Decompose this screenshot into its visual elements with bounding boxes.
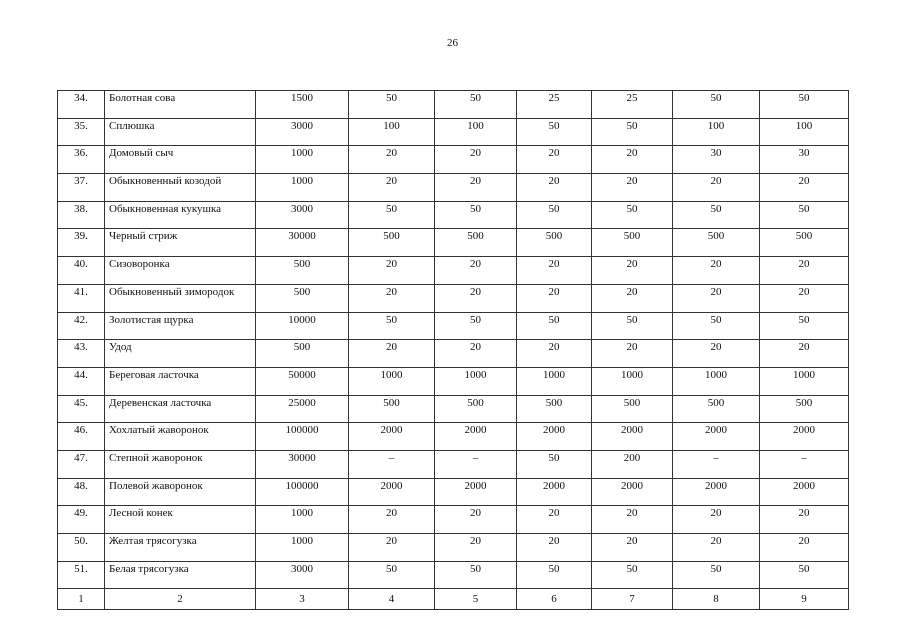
- col-7-value: 25: [592, 91, 673, 119]
- col-5-value: 1000: [435, 367, 517, 395]
- table-row: [58, 534, 849, 562]
- col-4-value: 20: [349, 284, 435, 312]
- col-4-value: 2000: [349, 423, 435, 451]
- col-6-value: 20: [517, 340, 592, 368]
- col-7-value: 2000: [592, 423, 673, 451]
- species-name: Золотистая щурка: [105, 312, 256, 340]
- col-9-value: 500: [760, 229, 849, 257]
- col-8-value: 500: [673, 229, 760, 257]
- column-number: 4: [349, 589, 435, 610]
- table-row: [58, 423, 849, 451]
- col-3-value: 500: [256, 257, 349, 285]
- col-4-value: 500: [349, 229, 435, 257]
- col-9-value: 100: [760, 118, 849, 146]
- row-number: 39.: [58, 229, 105, 257]
- row-number: 41.: [58, 284, 105, 312]
- col-5-value: 50: [435, 312, 517, 340]
- col-8-value: 500: [673, 395, 760, 423]
- row-number: 45.: [58, 395, 105, 423]
- column-number: 2: [105, 589, 256, 610]
- species-name: Обыкновенная кукушка: [105, 201, 256, 229]
- row-number: 34.: [58, 91, 105, 119]
- species-name: Степной жаворонок: [105, 450, 256, 478]
- col-3-value: 1500: [256, 91, 349, 119]
- col-3-value: 1000: [256, 506, 349, 534]
- col-5-value: 20: [435, 534, 517, 562]
- col-5-value: 500: [435, 395, 517, 423]
- col-3-value: 3000: [256, 201, 349, 229]
- species-name: Сплюшка: [105, 118, 256, 146]
- col-7-value: 20: [592, 174, 673, 202]
- col-5-value: 2000: [435, 478, 517, 506]
- col-6-value: 50: [517, 118, 592, 146]
- col-8-value: 2000: [673, 423, 760, 451]
- col-8-value: 30: [673, 146, 760, 174]
- row-number: 42.: [58, 312, 105, 340]
- col-6-value: 20: [517, 146, 592, 174]
- species-name: Сизоворонка: [105, 257, 256, 285]
- col-9-value: 50: [760, 312, 849, 340]
- table-row: [58, 340, 849, 368]
- col-6-value: 500: [517, 395, 592, 423]
- table-body: [58, 91, 849, 610]
- col-6-value: 2000: [517, 423, 592, 451]
- table-row: [58, 201, 849, 229]
- col-5-value: 500: [435, 229, 517, 257]
- col-6-value: 50: [517, 561, 592, 589]
- col-3-value: 25000: [256, 395, 349, 423]
- col-3-value: 30000: [256, 450, 349, 478]
- col-3-value: 100000: [256, 478, 349, 506]
- col-8-value: 50: [673, 561, 760, 589]
- col-6-value: 1000: [517, 367, 592, 395]
- col-5-value: 50: [435, 201, 517, 229]
- table-row: [58, 367, 849, 395]
- row-number: 48.: [58, 478, 105, 506]
- col-5-value: 2000: [435, 423, 517, 451]
- table-row: [58, 174, 849, 202]
- col-6-value: 20: [517, 506, 592, 534]
- col-7-value: 200: [592, 450, 673, 478]
- col-4-value: 20: [349, 506, 435, 534]
- table-row: [58, 561, 849, 589]
- col-8-value: 20: [673, 340, 760, 368]
- column-number: 5: [435, 589, 517, 610]
- col-4-value: 50: [349, 312, 435, 340]
- col-7-value: 20: [592, 284, 673, 312]
- col-3-value: 100000: [256, 423, 349, 451]
- col-6-value: 20: [517, 257, 592, 285]
- col-5-value: 20: [435, 340, 517, 368]
- row-number: 47.: [58, 450, 105, 478]
- col-6-value: 500: [517, 229, 592, 257]
- col-8-value: 20: [673, 534, 760, 562]
- col-9-value: 30: [760, 146, 849, 174]
- col-5-value: 20: [435, 284, 517, 312]
- col-7-value: 20: [592, 146, 673, 174]
- column-number: 8: [673, 589, 760, 610]
- col-3-value: 1000: [256, 146, 349, 174]
- col-9-value: 50: [760, 91, 849, 119]
- col-7-value: 20: [592, 257, 673, 285]
- col-3-value: 3000: [256, 118, 349, 146]
- col-8-value: 50: [673, 201, 760, 229]
- table-row: [58, 229, 849, 257]
- col-9-value: 50: [760, 561, 849, 589]
- column-number: 7: [592, 589, 673, 610]
- col-9-value: 2000: [760, 423, 849, 451]
- table-row: [58, 450, 849, 478]
- col-9-value: –: [760, 450, 849, 478]
- col-9-value: 2000: [760, 478, 849, 506]
- table-row: [58, 257, 849, 285]
- col-8-value: 50: [673, 312, 760, 340]
- species-name: Удод: [105, 340, 256, 368]
- row-number: 35.: [58, 118, 105, 146]
- species-name: Береговая ласточка: [105, 367, 256, 395]
- col-4-value: 50: [349, 91, 435, 119]
- species-name: Хохлатый жаворонок: [105, 423, 256, 451]
- table-row: [58, 284, 849, 312]
- species-name: Домовый сыч: [105, 146, 256, 174]
- col-9-value: 20: [760, 534, 849, 562]
- col-3-value: 1000: [256, 174, 349, 202]
- table-row: [58, 506, 849, 534]
- row-number: 40.: [58, 257, 105, 285]
- col-8-value: 1000: [673, 367, 760, 395]
- species-table: [57, 90, 849, 610]
- col-6-value: 50: [517, 201, 592, 229]
- species-name: Болотная сова: [105, 91, 256, 119]
- row-number: 46.: [58, 423, 105, 451]
- col-8-value: 50: [673, 91, 760, 119]
- species-name: Обыкновенный зимородок: [105, 284, 256, 312]
- col-5-value: 20: [435, 174, 517, 202]
- col-3-value: 3000: [256, 561, 349, 589]
- col-9-value: 20: [760, 174, 849, 202]
- table-row: [58, 91, 849, 119]
- col-4-value: 50: [349, 561, 435, 589]
- col-7-value: 20: [592, 534, 673, 562]
- col-4-value: 50: [349, 201, 435, 229]
- col-4-value: 20: [349, 174, 435, 202]
- col-7-value: 2000: [592, 478, 673, 506]
- row-number: 49.: [58, 506, 105, 534]
- col-9-value: 20: [760, 340, 849, 368]
- table-row: [58, 146, 849, 174]
- col-9-value: 20: [760, 284, 849, 312]
- col-5-value: 20: [435, 506, 517, 534]
- col-5-value: 20: [435, 146, 517, 174]
- column-number: 6: [517, 589, 592, 610]
- table-row: [58, 395, 849, 423]
- col-4-value: 2000: [349, 478, 435, 506]
- col-8-value: 100: [673, 118, 760, 146]
- col-5-value: 50: [435, 561, 517, 589]
- col-9-value: 500: [760, 395, 849, 423]
- table-row: [58, 118, 849, 146]
- species-name: Обыкновенный козодой: [105, 174, 256, 202]
- col-8-value: 20: [673, 257, 760, 285]
- col-3-value: 1000: [256, 534, 349, 562]
- col-4-value: 20: [349, 146, 435, 174]
- col-8-value: –: [673, 450, 760, 478]
- row-number: 38.: [58, 201, 105, 229]
- col-9-value: 50: [760, 201, 849, 229]
- col-9-value: 20: [760, 506, 849, 534]
- col-3-value: 10000: [256, 312, 349, 340]
- col-7-value: 20: [592, 340, 673, 368]
- col-3-value: 50000: [256, 367, 349, 395]
- col-6-value: 2000: [517, 478, 592, 506]
- col-8-value: 2000: [673, 478, 760, 506]
- col-6-value: 25: [517, 91, 592, 119]
- col-7-value: 50: [592, 561, 673, 589]
- col-4-value: –: [349, 450, 435, 478]
- column-number: 3: [256, 589, 349, 610]
- row-number: 43.: [58, 340, 105, 368]
- col-6-value: 20: [517, 174, 592, 202]
- species-name: Лесной конек: [105, 506, 256, 534]
- col-4-value: 20: [349, 340, 435, 368]
- col-8-value: 20: [673, 174, 760, 202]
- col-5-value: 50: [435, 91, 517, 119]
- col-9-value: 20: [760, 257, 849, 285]
- col-7-value: 500: [592, 229, 673, 257]
- col-6-value: 50: [517, 312, 592, 340]
- column-number: 9: [760, 589, 849, 610]
- col-4-value: 1000: [349, 367, 435, 395]
- col-9-value: 1000: [760, 367, 849, 395]
- col-6-value: 20: [517, 284, 592, 312]
- col-4-value: 500: [349, 395, 435, 423]
- row-number: 50.: [58, 534, 105, 562]
- species-name: Желтая трясогузка: [105, 534, 256, 562]
- row-number: 44.: [58, 367, 105, 395]
- col-7-value: 20: [592, 506, 673, 534]
- col-7-value: 50: [592, 312, 673, 340]
- column-numbers-row: [58, 589, 849, 610]
- col-5-value: –: [435, 450, 517, 478]
- page-number: 26: [447, 37, 458, 49]
- col-8-value: 20: [673, 506, 760, 534]
- col-4-value: 20: [349, 257, 435, 285]
- col-8-value: 20: [673, 284, 760, 312]
- col-7-value: 1000: [592, 367, 673, 395]
- col-7-value: 50: [592, 118, 673, 146]
- species-name: Деревенская ласточка: [105, 395, 256, 423]
- col-5-value: 100: [435, 118, 517, 146]
- col-5-value: 20: [435, 257, 517, 285]
- table-row: [58, 478, 849, 506]
- row-number: 36.: [58, 146, 105, 174]
- column-number: 1: [58, 589, 105, 610]
- col-3-value: 500: [256, 340, 349, 368]
- col-6-value: 20: [517, 534, 592, 562]
- col-4-value: 20: [349, 534, 435, 562]
- species-name: Белая трясогузка: [105, 561, 256, 589]
- col-4-value: 100: [349, 118, 435, 146]
- col-7-value: 500: [592, 395, 673, 423]
- col-6-value: 50: [517, 450, 592, 478]
- col-3-value: 500: [256, 284, 349, 312]
- col-7-value: 50: [592, 201, 673, 229]
- species-name: Черный стриж: [105, 229, 256, 257]
- row-number: 37.: [58, 174, 105, 202]
- col-3-value: 30000: [256, 229, 349, 257]
- species-name: Полевой жаворонок: [105, 478, 256, 506]
- row-number: 51.: [58, 561, 105, 589]
- table-row: [58, 312, 849, 340]
